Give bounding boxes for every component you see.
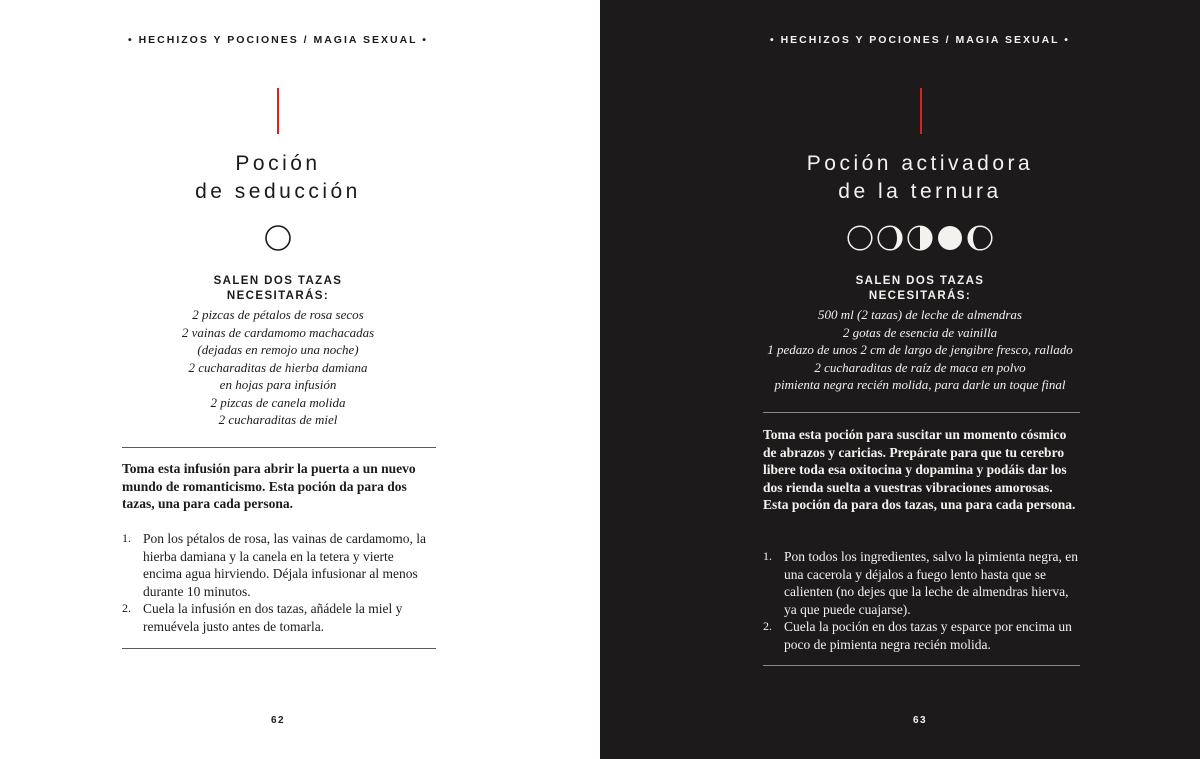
needs-label: NECESITARÁS: [226,290,330,302]
needs-label: NECESITARÁS: [868,290,972,302]
section-divider [122,447,436,448]
step-text: Pon los pétalos de rosa, las vainas de cardamomo, la hierba damiana y la canela en la tetera y vierte encima agua hirviendo. Déjala infusionar al menos durante 10 minutos. [143,531,427,599]
ingredient-item: 2 vainas de cardamomo machacadas [181,324,375,340]
section-divider [122,648,436,649]
recipe-ingredients-block [0,274,578,429]
section-divider [763,665,1080,666]
red-accent-rule [920,88,922,134]
step-list [122,530,434,635]
ingredient-item: 1 pedazo de unos 2 cm de largo de jengibre fresco, rallado [767,342,1073,357]
step-number: 2. [763,619,772,633]
step-number: 1. [763,549,772,563]
full-moon-outline-icon [265,225,291,251]
red-accent-rule [277,88,279,134]
step-text: Pon todos los ingredientes, salvo la pimienta negra, en una cacerola y déjalos a fuego lento hasta que se calienten (no dejes que la leche de almendras hierva, ya que puede cuajarse). [784,549,1078,617]
section-divider [763,412,1080,413]
ingredient-item: en hojas para infusión [219,377,337,392]
new-moon-outline-icon [847,225,873,251]
ingredient-item: (dejadas en remojo una noche) [197,342,359,357]
step-number: 2. [122,601,131,615]
title-line-2: de seducción [195,180,361,203]
waxing-crescent-moon-icon [877,225,903,251]
moon-phase-icons [620,225,1200,251]
step-item [122,530,434,600]
running-head: • HECHIZOS Y POCIONES / MAGIA SEXUAL • [769,34,1070,46]
right-page [600,0,1200,759]
step-list [763,548,1081,653]
recipe-title [620,150,1200,206]
servings-label: SALEN DOS TAZAS [855,275,985,287]
title-line-1: Poción [235,152,321,175]
recipe-title [0,150,578,206]
title-line-2: de la ternura [838,180,1002,203]
recipe-ingredients-block [620,274,1200,394]
recipe-intro: Toma esta poción para suscitar un momento cósmico de abrazos y caricias. Prepárate para que tu cerebro libere toda esa oxitocina y dopamina y podáis dar los dos rienda suelta a vuestras vibraciones amorosas. Esta poción da para dos tazas, una para cada persona. [763,427,1076,512]
title-line-1: Poción activadora [806,152,1034,175]
moon-phase-icons [0,225,578,251]
waning-moon-icon [967,225,993,251]
servings-label: SALEN DOS TAZAS [213,275,343,287]
ingredient-item: 500 ml (2 tazas) de leche de almendras [818,307,1022,322]
ingredient-item: 2 cucharaditas de hierba damiana [188,359,368,375]
ingredient-item: 2 cucharaditas de miel [218,412,338,427]
step-item [122,600,434,635]
page-number: 63 [912,715,928,726]
ingredient-item: 2 gotas de esencia de vainilla [842,324,998,340]
full-moon-icon [937,225,963,251]
recipe-intro: Toma esta infusión para abrir la puerta a un nuevo mundo de romanticismo. Esta poción da para dos tazas, una para cada persona. [122,461,416,511]
ingredient-item: 2 cucharaditas de raíz de maca en polvo [814,359,1026,375]
ingredient-item: 2 pizcas de canela molida [210,394,346,410]
running-head: • HECHIZOS Y POCIONES / MAGIA SEXUAL • [127,34,428,46]
ingredient-item: 2 pizcas de pétalos de rosa secos [192,307,364,322]
step-text: Cuela la infusión en dos tazas, añádele la miel y remuévela justo antes de tomarla. [143,601,403,634]
page-number: 62 [270,715,286,726]
ingredient-list [0,306,578,429]
ingredient-list [620,306,1200,394]
step-number: 1. [122,531,131,545]
step-text: Cuela la poción en dos tazas y esparce por encima un poco de pimienta negra recién molida. [784,619,1072,652]
step-item [763,618,1081,653]
step-item [763,548,1081,618]
ingredient-item: pimienta negra recién molida, para darle un toque final [774,377,1066,392]
first-quarter-moon-icon [907,225,933,251]
